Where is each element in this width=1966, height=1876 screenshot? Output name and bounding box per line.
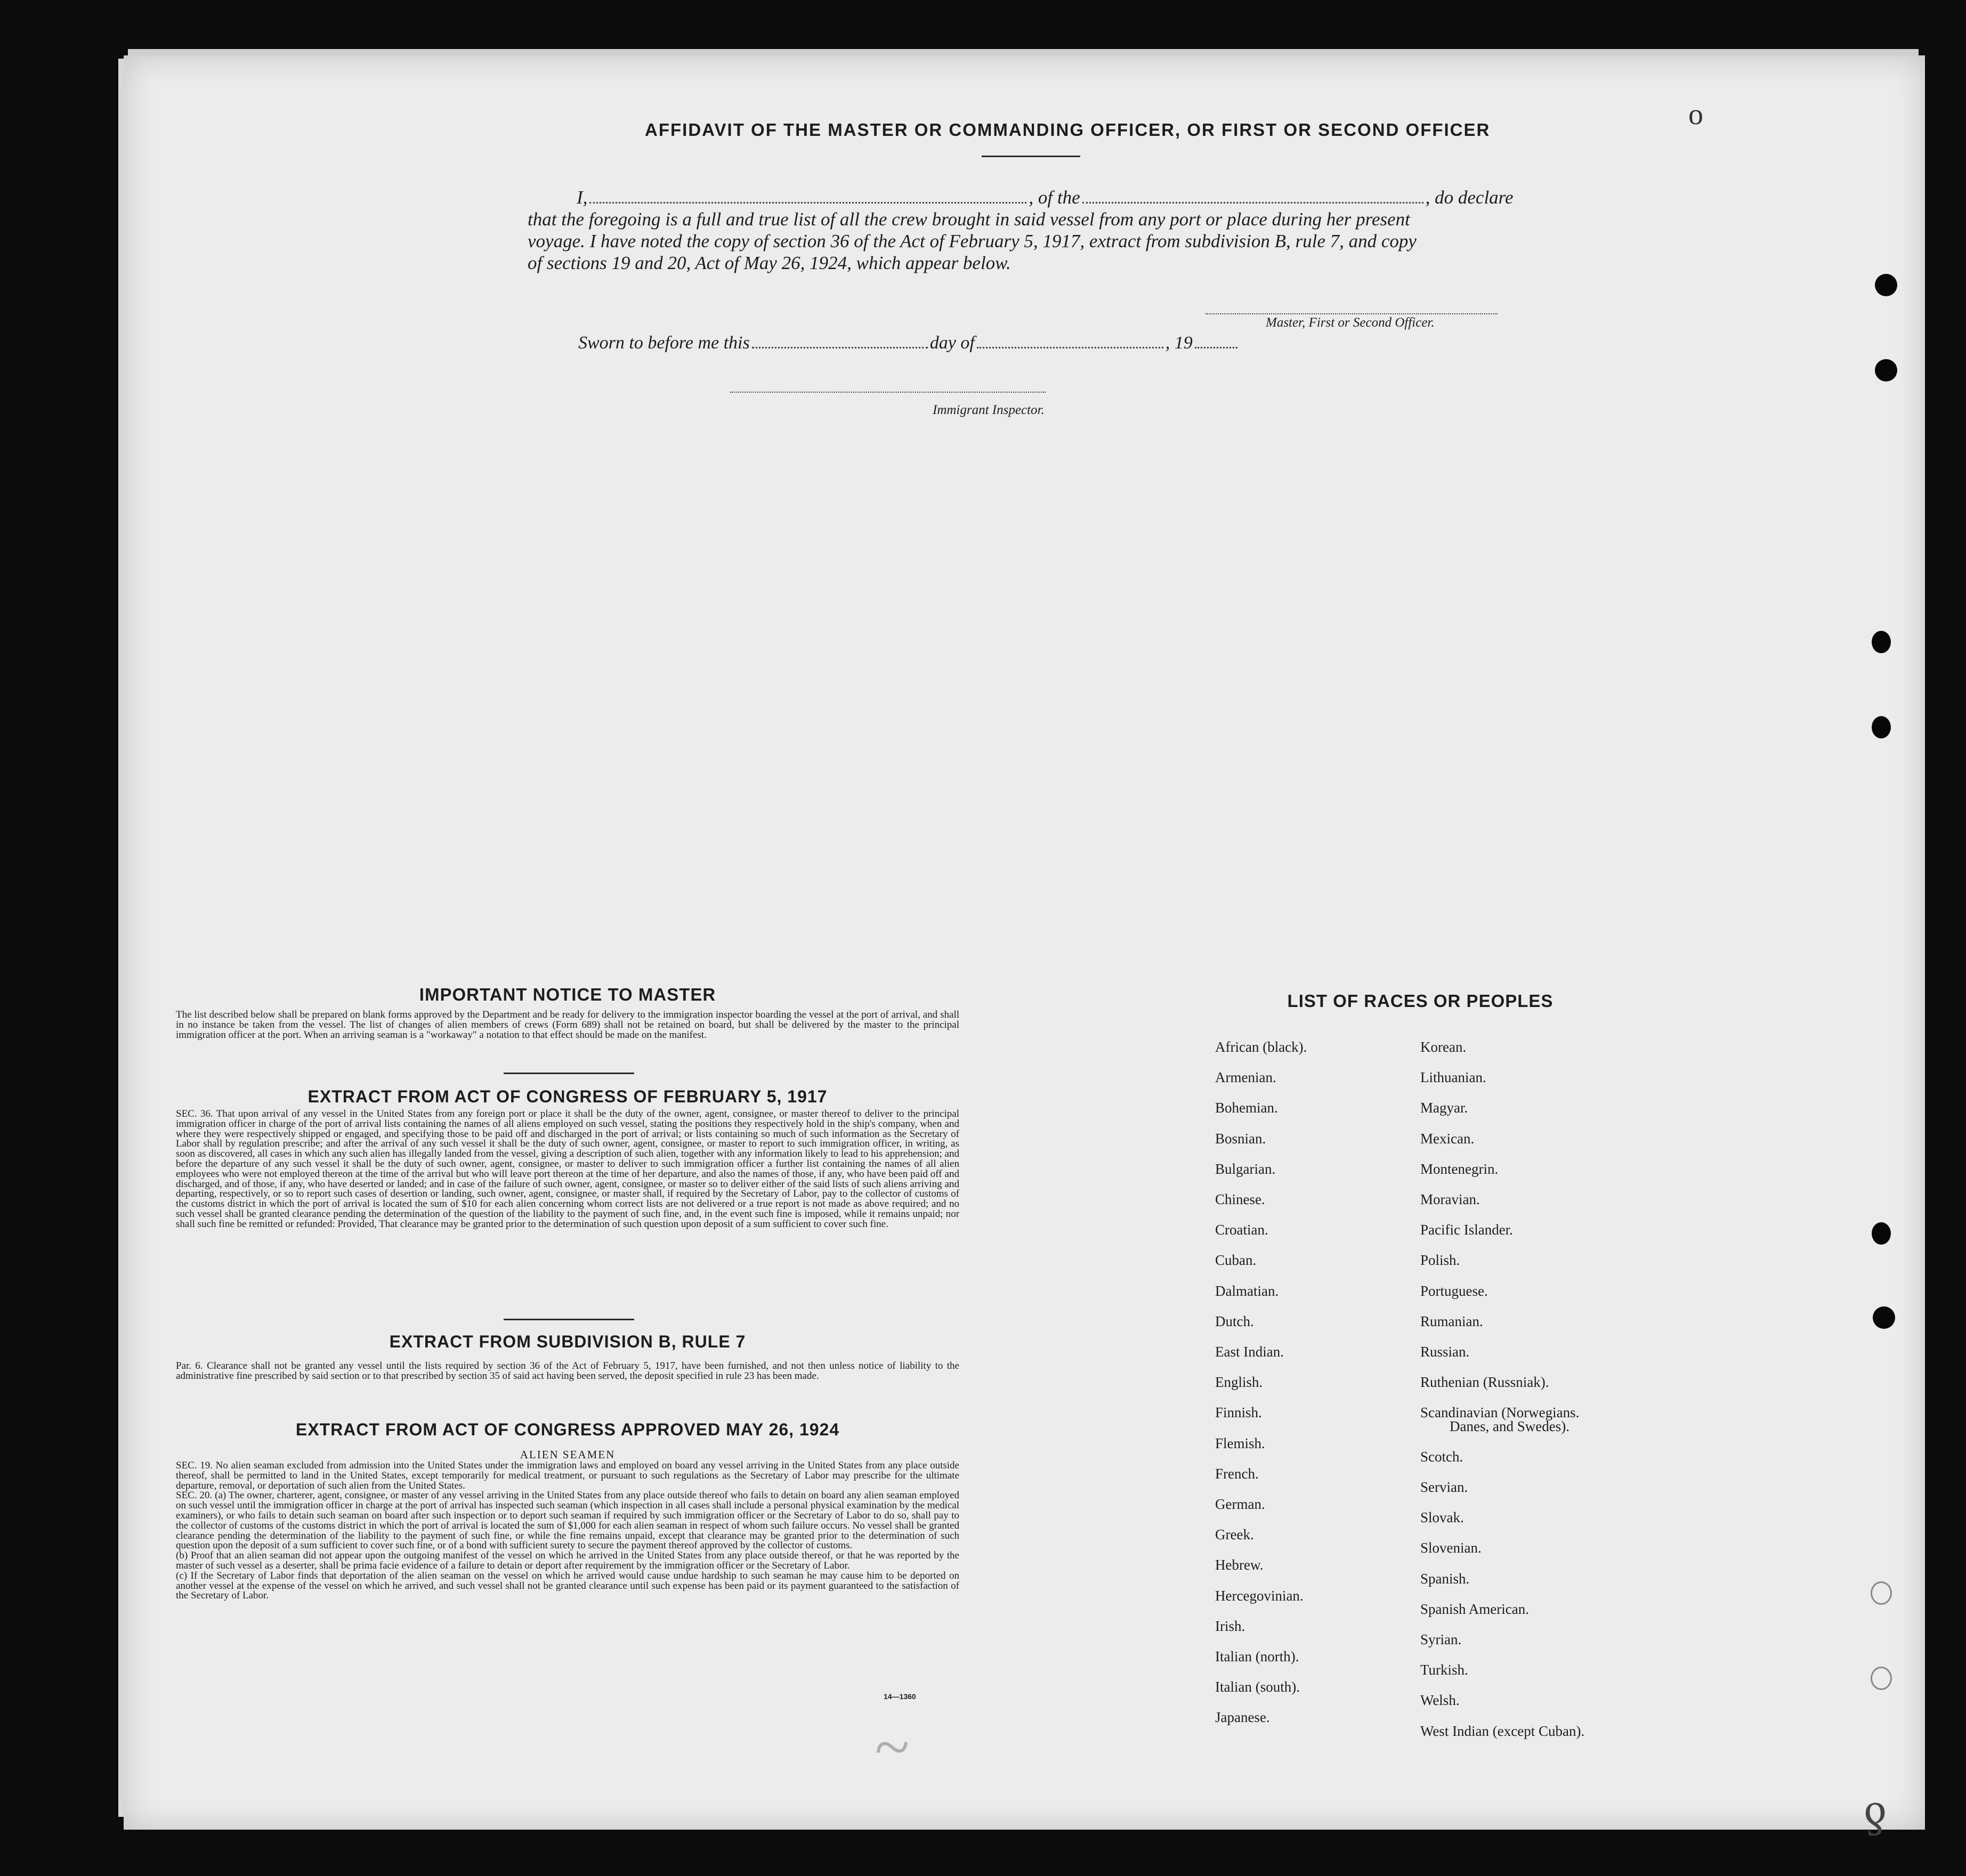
race-item: Hebrew. <box>1215 1557 1264 1573</box>
race-item: English. <box>1215 1374 1263 1390</box>
extract-1924-subheading: ALIEN SEAMEN <box>520 1448 616 1461</box>
extract-rule7-text: Par. 6. Clearance shall not be granted any vessel until the lists required by section 36 of the Act of February 5, 1917, have been furnished, and not then unless notice of liability to the administrative fine prescribed by said section or to that prescribed by section 35 of said act having been served, the deposit specified in rule 23 has been made. <box>176 1360 959 1382</box>
race-item: Greek. <box>1215 1526 1254 1542</box>
punch-hole <box>1873 1306 1895 1329</box>
sworn-line <box>578 333 1240 353</box>
sworn-year: , 19 <box>1165 333 1193 353</box>
affidavit-title: AFFIDAVIT OF THE MASTER OR COMMANDING OFFICER, OR FIRST OR SECOND OFFICER <box>645 120 1491 140</box>
race-item: Montenegrin. <box>1420 1161 1499 1177</box>
inspector-signature-line[interactable] <box>730 391 1046 393</box>
handwritten-mark: ƍ <box>1864 1783 1887 1836</box>
race-item: German. <box>1215 1496 1265 1512</box>
race-item: Flemish. <box>1215 1435 1265 1451</box>
section-rule <box>504 1319 634 1320</box>
race-item: Scandinavian (Norwegians. <box>1420 1404 1580 1420</box>
extract-1924-heading: EXTRACT FROM ACT OF CONGRESS APPROVED MAY 26, 1924 <box>295 1420 840 1439</box>
race-item: Dutch. <box>1215 1313 1254 1329</box>
affidavit-i: I, <box>577 187 588 208</box>
race-item: Italian (north). <box>1215 1648 1299 1664</box>
sec-20b-text: (b) Proof that an alien seaman did not appear upon the outgoing manifest of the vessel on which he arrived in the United States from any place outside thereof, or that he was reported by the master of such vessel as a deserter, shall be prima facie evidence of a failure to detain or deport after requirement by the immigration officer or the Secretary of Labor. <box>176 1550 959 1571</box>
faint-handwriting: ~ <box>874 1711 909 1782</box>
race-item: Irish. <box>1215 1618 1245 1634</box>
notice-text: The list described below shall be prepared on blank forms approved by the Department and be ready for delivery to the immigration inspector boarding the vessel at the port of arrival, and shall in no instance be taken from the vessel. The list of changes of alien members of crews (Form 689) shall not be retained on board, but shall be delivered by the master to the principal immigration officer at the port. When an arriving seaman is a "workaway" a notation to that effect should be made on the manifest. <box>176 1009 959 1041</box>
race-item: Slovak. <box>1420 1509 1464 1525</box>
sworn-day-of: day of <box>929 333 975 353</box>
affidavit-of-the: , of the <box>1029 187 1080 208</box>
race-item: Hercegovinian. <box>1215 1588 1304 1604</box>
race-item: Spanish. <box>1420 1571 1470 1587</box>
vessel-blank[interactable] <box>1082 200 1423 204</box>
punch-hole-faint <box>1871 1667 1892 1690</box>
sec-20c-text: (c) If the Secretary of Labor finds that deportation of the alien seaman on the vessel on which he arrived would cause undue hardship to such seaman he may cause him to be deported on another vessel at the expense of the vessel on which he arrived, and such vessel shall not be granted clearance until such expense has been paid or its payment guaranteed to the satisfaction of the Secretary of Labor. <box>176 1570 959 1602</box>
sworn-date-blank[interactable] <box>752 345 928 348</box>
signature-line[interactable] <box>1206 312 1498 314</box>
race-item: Dalmatian. <box>1215 1283 1279 1299</box>
extract-1924-text <box>176 1461 959 1601</box>
race-item: Turkish. <box>1420 1662 1468 1678</box>
sworn-prefix: Sworn to before me this <box>578 333 750 353</box>
affidavit-declare: , do declare <box>1425 187 1514 208</box>
affidavit-line-3: voyage. I have noted the copy of section 36 of the Act of February 5, 1917, extract from subdivision B, rule 7, and copy <box>528 231 1417 251</box>
affidavit-body <box>528 186 1540 274</box>
sec-19-text: SEC. 19. No alien seaman excluded from admission into the United States under the immigration laws and employed on board any vessel arriving in the United States from any place outside thereof, shall be permitted to land in the United States, except temporarily for medical treatment, or pursuant to such regulations as the Secretary of Labor may prescribe for the ultimate departure, removal, or deportation of such alien from the United States. <box>176 1460 959 1491</box>
race-item: Bulgarian. <box>1215 1161 1276 1177</box>
race-item: Russian. <box>1420 1344 1470 1360</box>
punch-hole <box>1872 631 1891 653</box>
race-item: Servian. <box>1420 1479 1468 1495</box>
race-item: West Indian (except Cuban). <box>1420 1723 1585 1739</box>
race-item: Danes, and Swedes). <box>1450 1418 1569 1434</box>
affidavit-line-2: that the foregoing is a full and true list of all the crew brought in said vessel from any port or place during her present <box>528 209 1410 230</box>
race-item: Magyar. <box>1420 1100 1468 1116</box>
race-item: Rumanian. <box>1420 1313 1483 1329</box>
race-item: Japanese. <box>1215 1709 1270 1725</box>
extract-rule7-heading: EXTRACT FROM SUBDIVISION B, RULE 7 <box>389 1332 746 1351</box>
race-item: Lithuanian. <box>1420 1069 1486 1085</box>
race-item: Korean. <box>1420 1039 1467 1055</box>
race-item: Bosnian. <box>1215 1131 1266 1147</box>
race-item: Spanish American. <box>1420 1601 1529 1617</box>
race-item: Ruthenian (Russniak). <box>1420 1374 1549 1390</box>
race-item: Finnish. <box>1215 1404 1262 1420</box>
extract-1917-heading: EXTRACT FROM ACT OF CONGRESS OF FEBRUARY 5, 1917 <box>308 1087 828 1106</box>
affidavit-line-4: of sections 19 and 20, Act of May 26, 1924, which appear below. <box>528 253 1011 273</box>
race-item: Welsh. <box>1420 1692 1460 1708</box>
race-item: Polish. <box>1420 1252 1460 1268</box>
race-item: Chinese. <box>1215 1191 1265 1207</box>
handwritten-mark: o <box>1688 98 1703 131</box>
race-item: Croatian. <box>1215 1222 1268 1238</box>
punch-hole <box>1872 716 1891 738</box>
section-rule <box>504 1073 634 1074</box>
notice-heading: IMPORTANT NOTICE TO MASTER <box>419 985 716 1004</box>
race-item: Moravian. <box>1420 1191 1480 1207</box>
signature-caption: Master, First or Second Officer. <box>1266 315 1435 330</box>
race-item: Scotch. <box>1420 1449 1463 1465</box>
sec-20a-text: SEC. 20. (a) The owner, charterer, agent, consignee, or master of any vessel arriving in the United States from any place outside thereof who fails to detain on board any alien seaman employed on such vessel until the immigration officer in charge at the port of arrival has inspected such seaman (which inspection in all cases shall include a personal physical examination by the medical examiners), or who fails to detain such seaman on board after such inspection or to deport such seaman if required by such immigration officer or the Secretary of Labor to do so, shall pay to the collector of customs of the customs district in which the port of arrival is located the sum of $1,000 for each alien seaman in respect of whom such failure occurs. No vessel shall be granted clearance pending the determination of the liability to the payment of such fine, or while the fine remains unpaid, except that clearance may be granted prior to the determination of such question upon the deposit of a sum sufficient to cover such fine, or of a bond with sufficient surety to secure the payment thereof approved by the collector of customs. <box>176 1490 959 1552</box>
punch-hole <box>1875 359 1897 381</box>
race-item: East Indian. <box>1215 1344 1284 1360</box>
race-item: Bohemian. <box>1215 1100 1278 1116</box>
inspector-caption: Immigrant Inspector. <box>933 403 1045 417</box>
form-number: 14—1360 <box>884 1692 916 1701</box>
punch-hole <box>1875 274 1897 296</box>
races-heading: LIST OF RACES OR PEOPLES <box>1287 991 1554 1011</box>
race-item: Armenian. <box>1215 1069 1276 1085</box>
race-item: African (black). <box>1215 1039 1307 1055</box>
sworn-year-blank[interactable] <box>1195 345 1237 348</box>
race-item: Portuguese. <box>1420 1283 1488 1299</box>
race-item: Pacific Islander. <box>1420 1222 1513 1238</box>
race-item: Cuban. <box>1215 1252 1257 1268</box>
race-item: Slovenian. <box>1420 1540 1482 1556</box>
name-blank[interactable] <box>589 200 1026 204</box>
affidavit-line-1 <box>528 186 1540 208</box>
race-item: French. <box>1215 1466 1259 1482</box>
title-rule <box>982 156 1080 157</box>
punch-hole-faint <box>1871 1581 1892 1605</box>
race-item: Mexican. <box>1420 1131 1475 1147</box>
sworn-month-blank[interactable] <box>977 345 1163 348</box>
race-item: Syrian. <box>1420 1631 1462 1647</box>
punch-hole <box>1872 1222 1891 1245</box>
race-item: Italian (south). <box>1215 1679 1300 1695</box>
extract-1917-text: SEC. 36. That upon arrival of any vessel in the United States from any foreign port or place it shall be the duty of the owner, agent, consignee, or master thereof to deliver to the principal immigration officer in charge of the port of arrival lists containing the names of all aliens employed on such vessel, stating the positions they respectively hold in the ship's company, when and where they were respectively shipped or engaged, and specifying those to be paid off and discharged in the port of arrival; or lists containing so much of such information as the Secretary of Labor shall by regulation prescribe; and after the arrival of any such vessel it shall be the duty of such owner, agent, consignee, or master to report to such immigration officer, in writing, as soon as discovered, all cases in which any such alien has illegally landed from the vessel, giving a description of such alien, together with any information likely to lead to his apprehension; and before the departure of any such vessel it shall be the duty of such owner, agent, consignee, or master to deliver to such immigration officer a further list containing the names of all alien employees who were not employed thereon at the time of the arrival but who will leave port thereon at the time of her departure, and also the names of those, if any, who have been paid off and discharged, and of those, if any, who have deserted or landed; and in case of the failure of such owner, agent, consignee, or master so to deliver either of the said lists of such aliens arriving and departing, respectively, or so to report such cases of desertion or landing, such owner, agent, consignee, or master shall, if required by the Secretary of Labor, pay to the collector of customs of the customs district in which the port of arrival is located the sum of $10 for each alien concerning whom correct lists are not delivered or a true report is not made as above required; and no such vessel shall be granted clearance pending the determination of the question of the liability to the payment of such fine, and, in the event such fine is imposed, while it remains unpaid; nor shall such fine be remitted or refunded: Provided, That clearance may be granted prior to the determination of such question upon deposit of a sum sufficient to cover such fine. <box>176 1108 959 1230</box>
